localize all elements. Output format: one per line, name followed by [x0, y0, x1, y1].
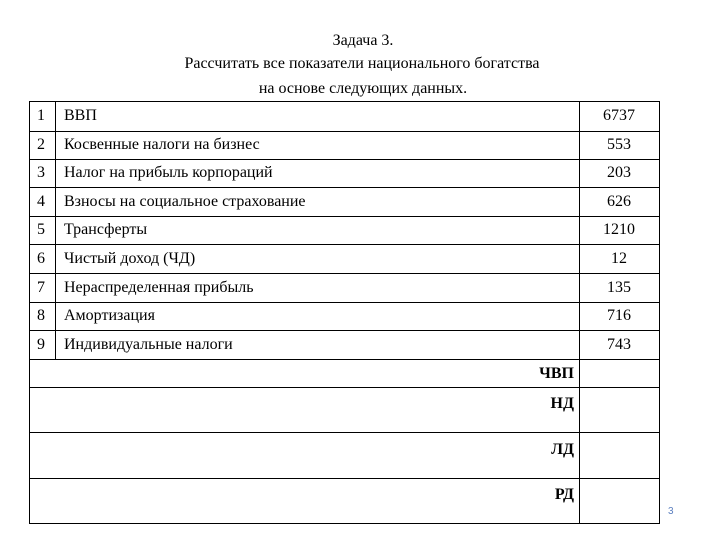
row-number: 3: [37, 164, 45, 181]
row-separator: [29, 330, 659, 331]
result-label-chvp: ЧВП: [539, 365, 574, 382]
table-bottom-border: [29, 523, 659, 524]
row-separator: [29, 273, 659, 274]
row-separator: [29, 478, 659, 479]
row-label: Косвенные налоги на бизнес: [64, 136, 260, 153]
result-label-nd: НД: [550, 395, 574, 412]
table-left-border: [29, 101, 30, 524]
row-label: Налог на прибыль корпораций: [64, 164, 273, 181]
row-label: Индивидуальные налоги: [64, 336, 233, 353]
row-number: 1: [37, 107, 45, 124]
row-separator: [29, 159, 659, 160]
row-value: 6737: [603, 107, 635, 124]
row-separator: [29, 216, 659, 217]
row-value: 553: [607, 136, 631, 153]
row-number: 2: [37, 136, 45, 153]
row-value: 1210: [603, 221, 635, 238]
row-number: 6: [37, 250, 45, 267]
result-label-rd: РД: [554, 486, 574, 503]
row-number: 5: [37, 221, 45, 238]
row-value: 12: [611, 250, 627, 267]
task-title: Задача 3.: [332, 32, 394, 49]
row-separator: [29, 302, 659, 303]
row-value: 626: [607, 193, 631, 210]
row-separator: [29, 387, 659, 388]
row-label: Чистый доход (ЧД): [64, 250, 196, 267]
row-number: 9: [37, 336, 45, 353]
row-label: Взносы на социальное страхование: [64, 193, 306, 210]
table-top-border: [29, 101, 659, 102]
row-label: Амортизация: [64, 307, 155, 324]
result-label-ld: ЛД: [551, 441, 574, 458]
row-value: 743: [607, 336, 631, 353]
row-number: 7: [37, 279, 45, 296]
row-separator: [29, 131, 659, 132]
row-number: 8: [37, 307, 45, 324]
row-separator: [29, 244, 659, 245]
page-number: 3: [668, 506, 674, 517]
row-separator: [29, 432, 659, 433]
table-right-border: [659, 101, 660, 524]
row-label: Трансферты: [64, 221, 148, 238]
row-label: ВВП: [64, 107, 97, 124]
row-label: Нераспределенная прибыль: [64, 279, 254, 296]
row-value: 203: [607, 164, 631, 181]
row-number: 4: [37, 193, 45, 210]
task-description: Рассчитать все показатели национального богатства: [184, 55, 540, 72]
task-description-line2: на основе следующих данных.: [258, 80, 468, 97]
row-separator: [29, 359, 659, 360]
table-num-divider: [55, 101, 56, 359]
row-separator: [29, 187, 659, 188]
row-value: 135: [607, 279, 631, 296]
row-value: 716: [607, 307, 631, 324]
